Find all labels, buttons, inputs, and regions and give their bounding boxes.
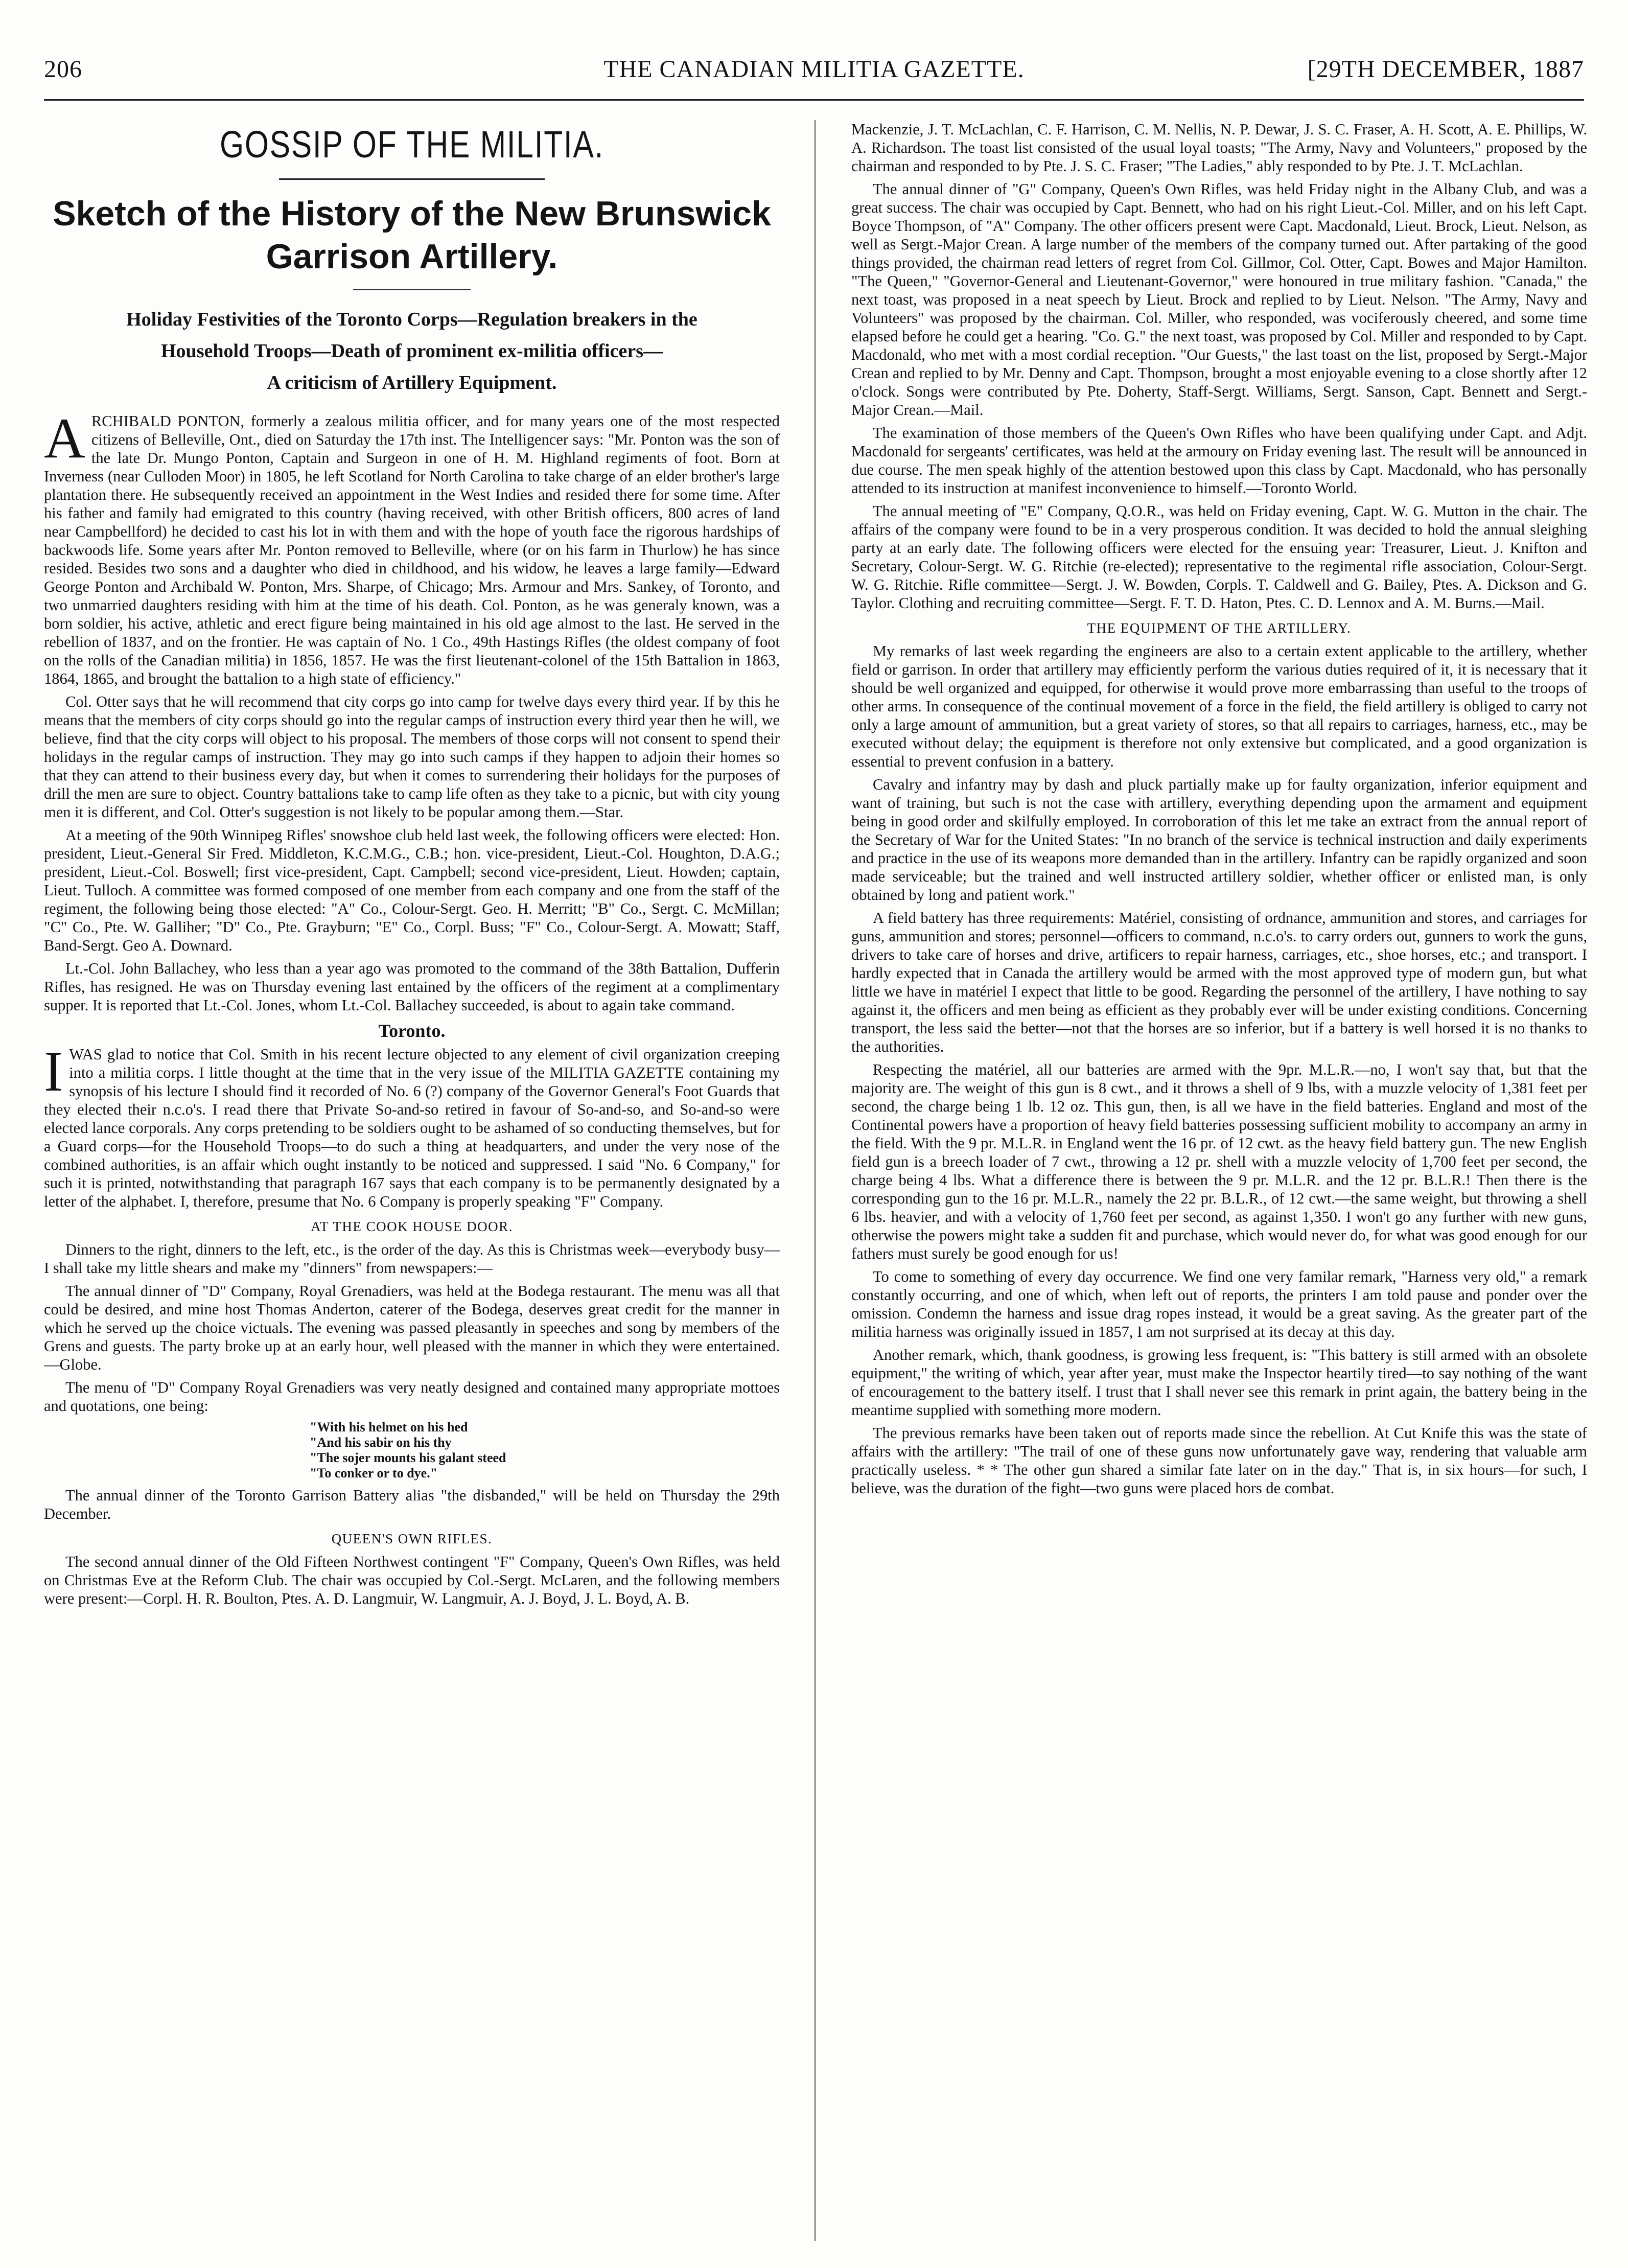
verse-line: "To conker or to dye." <box>310 1466 438 1480</box>
paragraph-qor-dinner: The second annual dinner of the Old Fifteen Northwest contingent "F" Company, Queen's Own Rifles, was held on Christmas Eve at the Reform Club. The chair was occupied by Col.-Sergt. McLaren, and the following members were present:—Corpl. H. R. Boulton, Ptes. A. D. Langmuir, W. Langmuir, A. J. Boyd, J. L. Boyd, A. B. <box>44 1553 780 1607</box>
paragraph-examination: The examination of those members of the Queen's Own Rifles who have been qualifying under Capt. and Adjt. Macdonald for sergeants' certificates, was held at the armoury on Friday evening last. The result will be announced in due course. The men speak highly of the attention bestowed upon this class by Capt. Macdonald, who has personally attended to its instruction at manifest inconvenience to himself.—Toronto World. <box>851 424 1587 497</box>
qor-heading: QUEEN'S OWN RIFLES. <box>331 1531 493 1546</box>
paragraph-equipment-3: A field battery has three requirements: Matériel, consisting of ordnance, ammunition and stores, and carriages for guns, ammunition and stores; personnel—officers to command, n.c.o's. to carry orders out, gunners to work the guns, drivers to take care of horses and drive, artificers to repair harness, carriages, etc., shoe horses, etc.; and transport. I hardly expected that in Canada the artillery would be armed with the most approved type of modern gun, but what little we have in matériel I expect that little to be good. Regarding the personnel of the artillery, I have nothing to say against it, the officers and men being as efficient as they probably ever will be under existing conditions. Concerning transport, the less said the better—not that the horses are so inferior, but if a battery is well horsed it is no thanks to the authorities. <box>851 909 1587 1055</box>
publication-title: THE CANADIAN MILITIA GAZETTE. <box>603 56 1025 83</box>
verse-line: "With his helmet on his hed <box>310 1420 468 1434</box>
issue-date: [29TH DECEMBER, 1887 <box>1307 56 1584 83</box>
paragraph-equipment-5: To come to something of every day occurrence. We find one very familar remark, "Harness very old," a remark constantly occurring, and one of which, when left out of reports, the printers I am told pause and ponder over the omission. Condemn the harness and issue drag ropes instead, it would be a great saving. As the greater part of the militia harness was originally issued in 1857, I am not surprised at its decay at this day. <box>851 1268 1587 1340</box>
verse-line: "The sojer mounts his galant steed <box>310 1450 506 1465</box>
paragraph-garrison-battery: The annual dinner of the Toronto Garrison Battery alias "the disbanded," will be held on Thursday the 29th December. <box>44 1487 780 1522</box>
left-column <box>44 120 780 2248</box>
paragraph-dinners: Dinners to the right, dinners to the left, etc., is the order of the day. As this is Christmas week—everybody busy—I shall take my little shears and make my "dinners" from newspapers:— <box>44 1241 780 1277</box>
paragraph-text: RCHIBALD PONTON, formerly a zealous militia officer, and for many years one of the most respected citizens of Belleville, Ont., died on Saturday the 17th inst. The Intelligencer says: "Mr. Ponton was the son of the late Dr. Mungo Ponton, Captain and Surgeon in one of H. M. Highland regiments of foot. Born at Inverness (near Culloden Moor) in 1805, he left Scotland for North Carolina to take charge of an elder brother's large plantation there. He subsequently received an appointment in the West Indies and resided there for some time. After his father and family had emigrated to this country (having received, with other British officers, 800 acres of land near Campbellford) he decided to cast his lot in with them and with the hope of youth face the rigorous hardships of backwoods life. Some years after Mr. Ponton removed to Belleville, where (or on his farm in Thurlow) he has since resided. Besides two sons and a daughter who died in childhood, and his widow, he leaves a large family—Edward George Ponton and Archibald W. Ponton, Mrs. Sharpe, of Chicago; Mrs. Armour and Mrs. Sankey, of Toronto, and two unmarried daughters residing with him at the time of his death. Col. Ponton, as he was generaly known, was a born soldier, his active, athletic and erect figure being maintained in his old age almost to the last. He served in the rebellion of 1837, and on the frontier. He was captain of No. 1 Co., 49th Hastings Rifles (the oldest company of foot on the rolls of the Canadian militia) in 1856, 1857. He was the first lieutenant-colonel of the 15th Battalion in 1863, 1864, 1865, and brought the battalion to a high state of efficiency." <box>44 412 780 687</box>
subtitle-line: A criticism of Artillery Equipment. <box>267 372 557 394</box>
equipment-heading: THE EQUIPMENT OF THE ARTILLERY. <box>1087 620 1352 636</box>
divider <box>353 289 471 290</box>
cook-house-heading: AT THE COOK HOUSE DOOR. <box>311 1219 513 1234</box>
drop-cap: A <box>44 407 85 470</box>
subtitle-line: Household Troops—Death of prominent ex-militia officers— <box>161 340 663 362</box>
right-column <box>851 120 1587 2248</box>
paragraph-menu: The menu of "D" Company Royal Grenadiers was very neatly designed and contained many appropriate mottoes and quotations, one being: <box>44 1379 780 1415</box>
paragraph-otter: Col. Otter says that he will recommend that city corps go into camp for twelve days every third year. If by this he means that the members of city corps should go into the regular camps of instruction every third year then he will, we believe, find that the city corps will object to his proposal. The members of those corps will not consent to spend their holidays in the regular camps of instruction. They may go into such camps if they happen to adjoin their homes so that they can attend to their business every day, but when it comes to surrendering their holidays for the purposes of drill the men are sure to object. Country battalions take to camp life often as they take to a picnic, but with city young men it is different, and Col. Otter's suggestion is not likely to be popular among them.—Star. <box>44 693 780 821</box>
paragraph-text: WAS glad to notice that Col. Smith in his recent lecture objected to any element of civil organization creeping into a militia corps. I little thought at the time that in the very issue of the MILITIA GAZETTE containing my synopsis of his lecture I should find it recorded of No. 6 (?) company of the Governor General's Foot Guards that they elected their n.c.o's. I read there that Private So-and-so retired in favour of So-and-so, and So-and-so were elected lance corporals. Any corps pretending to be soldiers ought to be ashamed of so conducting themselves, but for a Guard corps—for the Household Troops—to do such a thing at headquarters, and under the very nose of the combined authorities, is an affair which ought instantly to be noticed and suppressed. I said "No. 6 Company," for such it is printed, notwithstanding that paragraph 167 says that each company is to be permanently designated by a letter of the alphabet. I, therefore, presume that No. 6 Company is properly speaking "F" Company. <box>44 1046 780 1210</box>
section-title: GOSSIP OF THE MILITIA. <box>219 123 604 166</box>
paragraph-ballachey: Lt.-Col. John Ballachey, who less than a year ago was promoted to the command of the 38th Battalion, Dufferin Rifles, has resigned. He was on Thursday evening last entained by the officers of the regiment at a complimentary supper. It is reported that Lt.-Col. Jones, whom Lt.-Col. Ballachey succeeded, is about to again take command. <box>44 960 780 1014</box>
paragraph-toronto <box>44 1040 780 1211</box>
paragraph-equipment-7: The previous remarks have been taken out of reports made since the rebellion. At Cut Knife this was the state of affairs with the artillery: "The trail of one of these guns now unfortunately gave way, rendering that valuable arm practically useless. * * The other gun shared a similar fate later on in the day." That is, in six hours—for such, I believe, was the duration of the fight—two guns were placed hors de combat. <box>851 1424 1587 1497</box>
running-head <box>44 55 1584 101</box>
paragraph-ponton <box>44 407 780 688</box>
verse-line: "And his sabir on his thy <box>310 1435 452 1450</box>
paragraph-equipment-4: Respecting the matériel, all our batteries are armed with the 9pr. M.L.R.—no, I won't say that, but that the majority are. The weight of this gun is 8 cwt., and it throws a shell of 9 lbs, with a muzzle velocity of 1,381 feet per second, the charge being 1 lb. 12 oz. This gun, then, is all we have in the field batteries. England and most of the Continental powers have a proportion of heavy field batteries possessing sufficient mobility to accompany an army in the field. With the 9 pr. M.L.R. in England went the 16 pr. of 12 cwt. as the heavy field battery gun. The new English field gun is a breech loader of 7 cwt., throwing a 12 pr. shell with a muzzle velocity of 1,700 feet per second, the charge being 4 lbs. What a difference there is between the 9 pr. M.L.R. and the 12 pr. B.L.R.! Then there is the corresponding gun to the 16 pr. M.L.R., namely the 22 pr. B.L.R., of 12 cwt.—the same weight, but throwing a shell 6 lbs. heavier, and with a velocity of 1,760 feet per second, as against 1,350. I won't go any further with new guns, otherwise the powers might take a sudden fit and purchase, which would never do, for what was good enough for our fathers must surely be good enough for us! <box>851 1061 1587 1262</box>
column-rule <box>815 120 816 2241</box>
paragraph-toast-list: Mackenzie, J. T. McLachlan, C. F. Harrison, C. M. Nellis, N. P. Dewar, J. S. C. Fraser, A. H. Scott, A. E. Phillips, W. A. Richardson. The toast list consisted of the usual loyal toasts; "The Army, Navy and Volunteers," proposed by the chairman and responded to by Pte. J. S. C. Fraser; "The Ladies," ably responded to by Pte. J. T. McLachlan. <box>851 121 1587 175</box>
drop-cap: I <box>44 1040 63 1103</box>
divider <box>279 178 545 180</box>
toronto-heading: Toronto. <box>378 1021 446 1041</box>
page-number: 206 <box>44 56 82 83</box>
paragraph-grenadiers: The annual dinner of "D" Company, Royal Grenadiers, was held at the Bodega restaurant. The menu was all that could be desired, and mine host Thomas Anderton, caterer of the Bodega, deserves great credit for the manner in which he served up the choice victuals. The evening was passed pleasantly in speeches and song by members of the Grens and guests. The party broke up at an early hour, well pleased with the manner in which they were entertained.—Globe. <box>44 1282 780 1373</box>
article-title: Sketch of the History of the New Brunswick Garrison Artillery. <box>53 194 771 276</box>
verse-quote <box>310 1420 780 1481</box>
article-subtitle <box>44 304 780 399</box>
paragraph-equipment-2: Cavalry and infantry may by dash and pluck partially make up for faulty organization, inferior equipment and want of training, but such is not the case with artillery, everything depending upon the armament and equipment being in good order and skilfully employed. In corroboration of this let me take an extract from the annual report of the Secretary of War for the United States: "In no branch of the service is technical instruction and daily experiments and practice in the use of its weapons more demanded than in the artillery. Infantry can be rapidly organized and soon made serviceable; but the trained and well instructed artillery soldier, whether officer or enlisted man, is only obtained by long and patient work." <box>851 776 1587 904</box>
paragraph-winnipeg: At a meeting of the 90th Winnipeg Rifles' snowshoe club held last week, the following officers were elected: Hon. president, Lieut.-General Sir Fred. Middleton, K.C.M.G., C.B.; hon. vice-president, Lieut.-Col. Houghton, D.A.G.; president, Lieut.-Col. Boswell; first vice-president, Capt. Campbell; second vice-president, Lieut. Howden; captain, Lieut. Tulloch. A committee was formed composed of one member from each company and one from the staff of the regiment, the following being those elected: "A" Co., Colour-Sergt. Geo. H. Merritt; "B" Co., Sergt. C. McMillan; "C" Co., Pte. W. Galliher; "D" Co., Pte. Grayburn; "E" Co., Corpl. Buss; "F" Co., Colour-Sergt. A. Mowatt; Staff, Band-Sergt. Geo A. Downard. <box>44 826 780 954</box>
paragraph-g-company: The annual dinner of "G" Company, Queen's Own Rifles, was held Friday night in the Albany Club, and was a great success. The chair was occupied by Capt. Bennett, who had on his right Lieut.-Col. Miller, and on his left Capt. Boyce Thompson, of "A" Company. The other officers present were Capt. Macdonald, Lieut. Brock, Lieut. Nelson, as well as Sergt.-Major Crean. A large number of the members of the company turned out. After partaking of the good things provided, the chairman read letters of regret from Col. Gillmor, Col. Otter, Capt. Bowes and Major Hamilton. "The Queen," "Governor-General and Lieutenant-Governor," were honoured in true military fashion. "Canada," the next toast, was proposed in a neat speech by Lieut. Brock and replied to by Lieut. Nelson. "The Army, Navy and Volunteers" was proposed by the chairman. Col. Miller, who responded, was vociferously cheered, and some time elapsed before he could get a hearing. "Co. G." the next toast, was proposed by Col. Miller and responded to by Capt. Macdonald, who met with a most cordial reception. "Our Guests," the last toast on the list, proposed by Sergt.-Major Crean and replied to by Mr. Denny and Capt. Thompson, brought a most enjoyable evening to a close shortly after 12 o'clock. Songs were contributed by Pte. Doherty, Staff-Sergt. Williams, Sergt. Sanson, Capt. Bennett and Sergt.-Major Crean.—Mail. <box>851 180 1587 419</box>
paragraph-e-company: The annual meeting of "E" Company, Q.O.R., was held on Friday evening, Capt. W. G. Mutton in the chair. The affairs of the company were found to be in a very prosperous condition. It was decided to hold the annual sleighing party at an early date. The following officers were elected for the ensuing year: Treasurer, Lieut. J. Knifton and Secretary, Colour-Sergt. W. G. Ritchie (re-elected); representative to the regimental rifle association, Colour-Sergt. W. G. Ritchie. Rifle committee—Sergt. J. W. Bowden, Corpls. T. Caldwell and G. Bailey, Ptes. A. Dickson and G. Taylor. Clothing and recruiting committee—Sergt. F. T. D. Haton, Ptes. C. D. Lennox and A. M. Burns.—Mail. <box>851 502 1587 612</box>
paragraph-equipment-6: Another remark, which, thank goodness, is growing less frequent, is: "This battery is still armed with an obsolete equipment," the writing of which, year after year, must make the Inspector heartily tired—to say nothing of the want of encouragement to the battery itself. I trust that I shall never see this remark in print again, the battery being in the meantime supplied with something more modern. <box>851 1346 1587 1419</box>
paragraph-equipment-1: My remarks of last week regarding the engineers are also to a certain extent applicable to the artillery, whether field or garrison. In order that artillery may efficiently perform the various duties required of it, it is necessary that it should be well organized and equipped, for otherwise it would prove more embarrassing than useful to the troops of other arms. In consequence of the continual movement of a force in the field, the field artillery is obliged to carry not only a large amount of ammunition, but a great variety of stores, so that all repairs to carriages, harness, etc., may be executed without delay; the equipment is therefore not only extensive but complicated, and a good organization is essential to prevent confusion in a battery. <box>851 642 1587 770</box>
subtitle-line: Holiday Festivities of the Toronto Corps—Regulation breakers in the <box>126 309 697 330</box>
